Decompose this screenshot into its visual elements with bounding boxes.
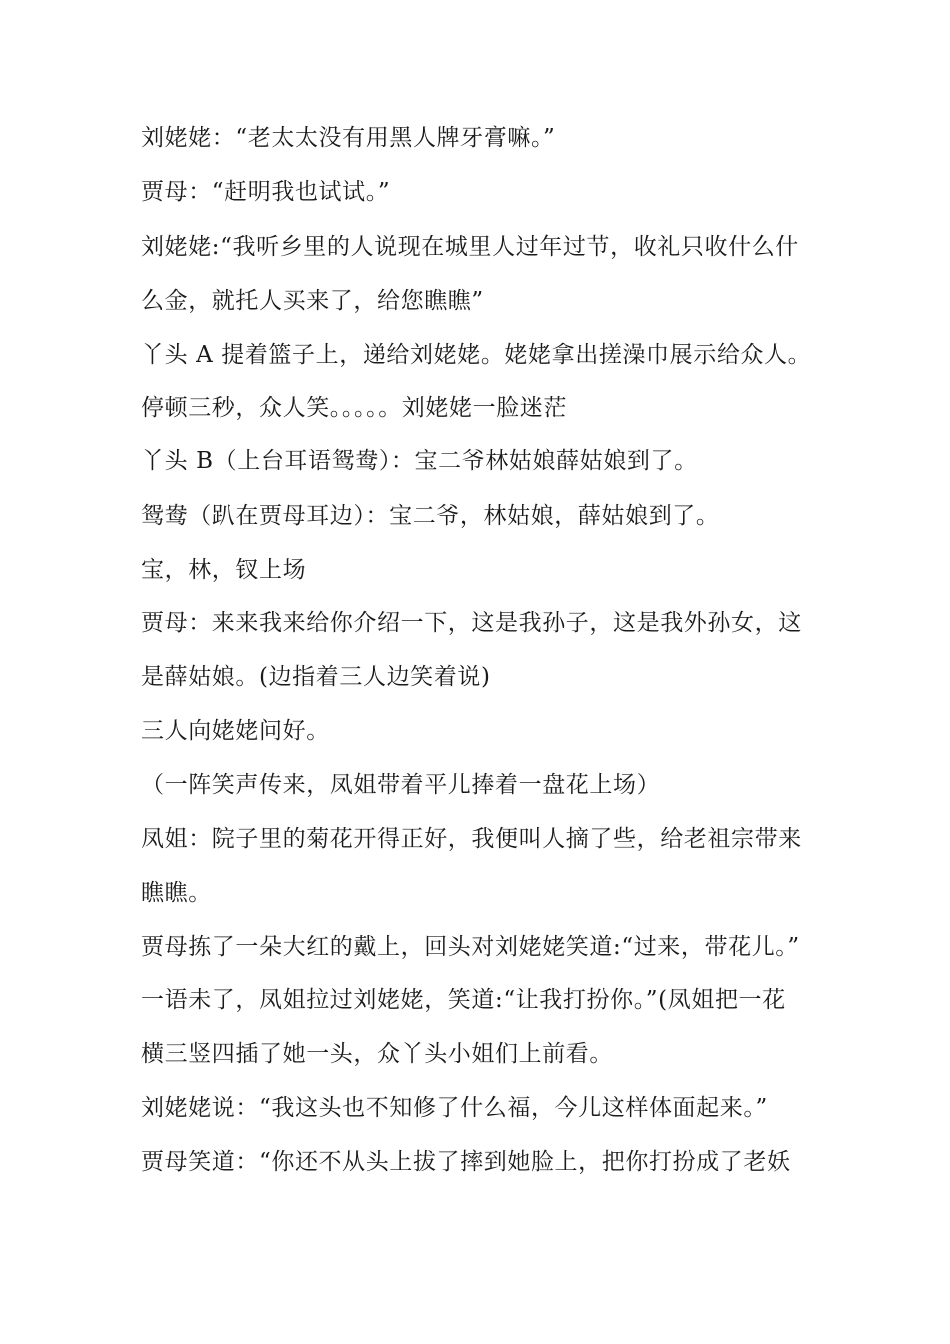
script-line: 刘姥姥:“我听乡里的人说现在城里人过年过节，收礼只收什么什 bbox=[141, 234, 799, 260]
script-line: 贾母：来来我来给你介绍一下，这是我孙子，这是我外孙女，这 bbox=[141, 610, 802, 636]
script-line: 贾母笑道：“你还不从头上拔了摔到她脸上，把你打扮成了老妖 bbox=[141, 1149, 791, 1175]
script-line: 丫头 A 提着篮子上，递给刘姥姥。姥姥拿出搓澡巾展示给众人。 bbox=[141, 342, 812, 368]
script-line: 横三竖四插了她一头，众丫头小姐们上前看。 bbox=[141, 1041, 613, 1067]
script-line: 瞧瞧。 bbox=[141, 880, 212, 906]
script-line: 鸳鸯（趴在贾母耳边）：宝二爷，林姑娘，薛姑娘到了。 bbox=[141, 503, 720, 529]
script-line: 凤姐：院子里的菊花开得正好，我便叫人摘了些，给老祖宗带来 bbox=[141, 826, 802, 852]
script-line: （一阵笑声传来，凤姐带着平儿捧着一盘花上场） bbox=[141, 772, 661, 798]
script-line: 宝，林，钗上场 bbox=[141, 557, 307, 583]
script-line: 是薛姑娘。(边指着三人边笑着说) bbox=[141, 664, 491, 690]
script-line: 丫头 B（上台耳语鸳鸯）：宝二爷林姑娘薛姑娘到了。 bbox=[141, 448, 698, 474]
script-line: 刘姥姥说：“我这头也不知修了什么福，今儿这样体面起来。” bbox=[141, 1095, 768, 1121]
script-line: 停顿三秒，众人笑。。。。。刘姥姥一脸迷茫 bbox=[141, 395, 567, 421]
script-line: 贾母：“赶明我也试试。” bbox=[141, 179, 391, 205]
script-line: 一语未了，凤姐拉过刘姥姥，笑道:“让我打扮你。”(凤姐把一花 bbox=[141, 987, 786, 1013]
script-line: 三人向姥姥问好。 bbox=[141, 718, 330, 744]
script-line: 贾母拣了一朵大红的戴上，回头对刘姥姥笑道:“过来，带花儿。” bbox=[141, 934, 800, 960]
script-line: 刘姥姥：“老太太没有用黑人牌牙膏嘛。” bbox=[141, 125, 556, 151]
script-line: 么金，就托人买来了，给您瞧瞧” bbox=[141, 288, 484, 314]
